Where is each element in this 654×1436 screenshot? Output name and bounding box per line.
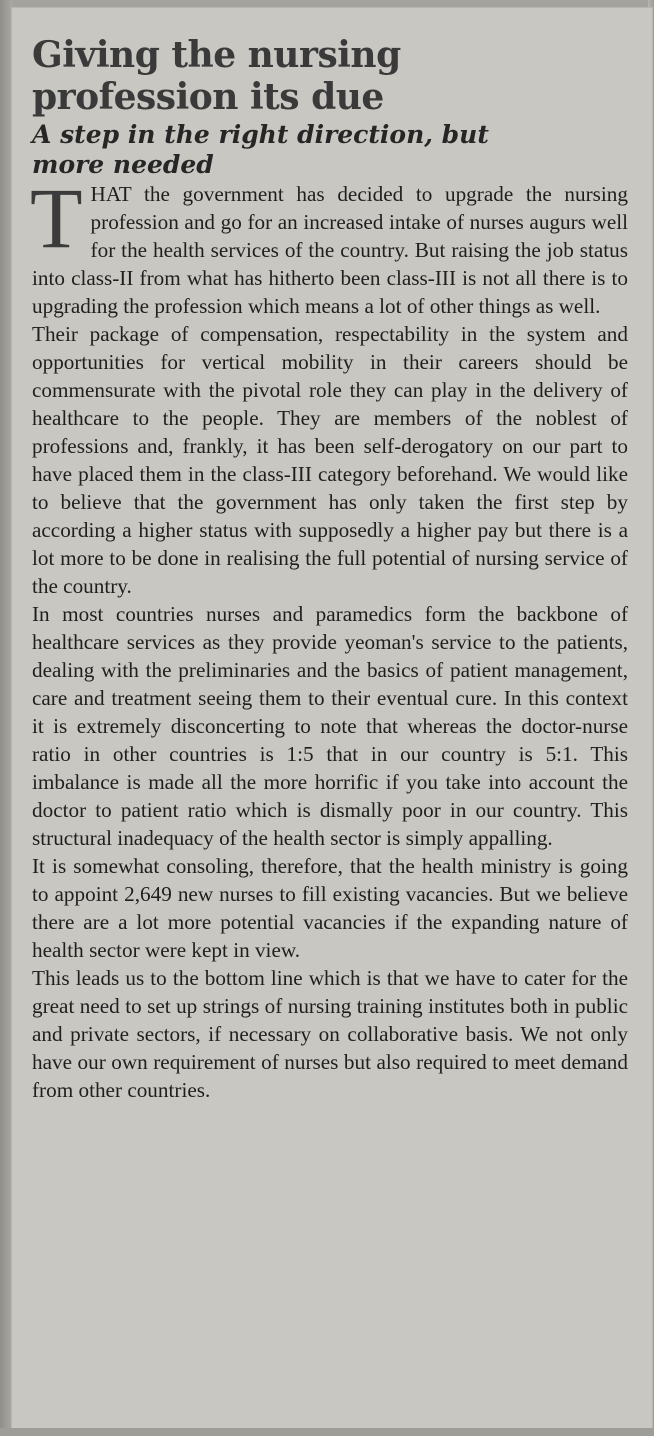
paragraph-5: This leads us to the bottom line which is that we have to cater for the great need to set up strings of nursing training institutes both in public and private sectors, if necessary on collaborative basis. We not only have our own requirement of nurses but also required to meet demand from other countries. — [32, 966, 628, 1102]
headline — [32, 34, 628, 118]
newspaper-clipping — [12, 8, 652, 1428]
subheadline — [32, 120, 628, 180]
paragraph-1-text: HAT the government has decided to upgrade the nursing profession and go for an increased intake of nurses augurs well for the health services of the country. But raising the job status into class-II from what has hitherto been class-III is not all there is to upgrading the profession which means a lot of other things as well. — [32, 182, 628, 318]
article-body — [30, 170, 628, 1104]
left-page-edge — [0, 0, 12, 1436]
headline-line-1: Giving the nursing — [32, 34, 401, 76]
paragraph-3: In most countries nurses and paramedics form the backbone of healthcare services as they provide yeoman's service to the patients, dealing with the preliminaries and the basics of patient management, care and treatment seeing them to their eventual cure. In this context it is extremely disconcerting to note that whereas the doctor-nurse ratio in other countries is 1:5 that in our country is 5:1. This imbalance is made all the more horrific if you take into account the doctor to patient ratio which is dismally poor in our country. This structural inadequacy of the health sector is simply appalling. — [32, 602, 628, 850]
paragraph-4: It is somewhat consoling, therefore, that the health ministry is going to appoint 2,649 new nurses to fill existing vacancies. But we believe there are a lot more potential vacancies if the expanding nature of health sector were kept in view. — [32, 854, 628, 962]
paragraph-1 — [30, 170, 628, 320]
bottom-page-edge — [0, 1428, 654, 1436]
subhead-line-2: more needed — [32, 150, 214, 179]
drop-cap: T — [30, 170, 83, 266]
editorial-article — [32, 34, 628, 1104]
paragraph-2: Their package of compensation, respectability in the system and opportunities for vertical mobility in their careers should be commensurate with the pivotal role they can play in the delivery of healthcare to the people. They are members of the noblest of professions and, frankly, it has been self-derogatory on our part to have placed them in the class-III category beforehand. We would like to believe that the government has only taken the first step by according a higher status with supposedly a higher pay but there is a lot more to be done in realising the full potential of nursing service of the country. — [32, 322, 628, 598]
headline-line-2: profession its due — [32, 76, 384, 118]
subhead-line-1: A step in the right direction, but — [32, 120, 489, 149]
